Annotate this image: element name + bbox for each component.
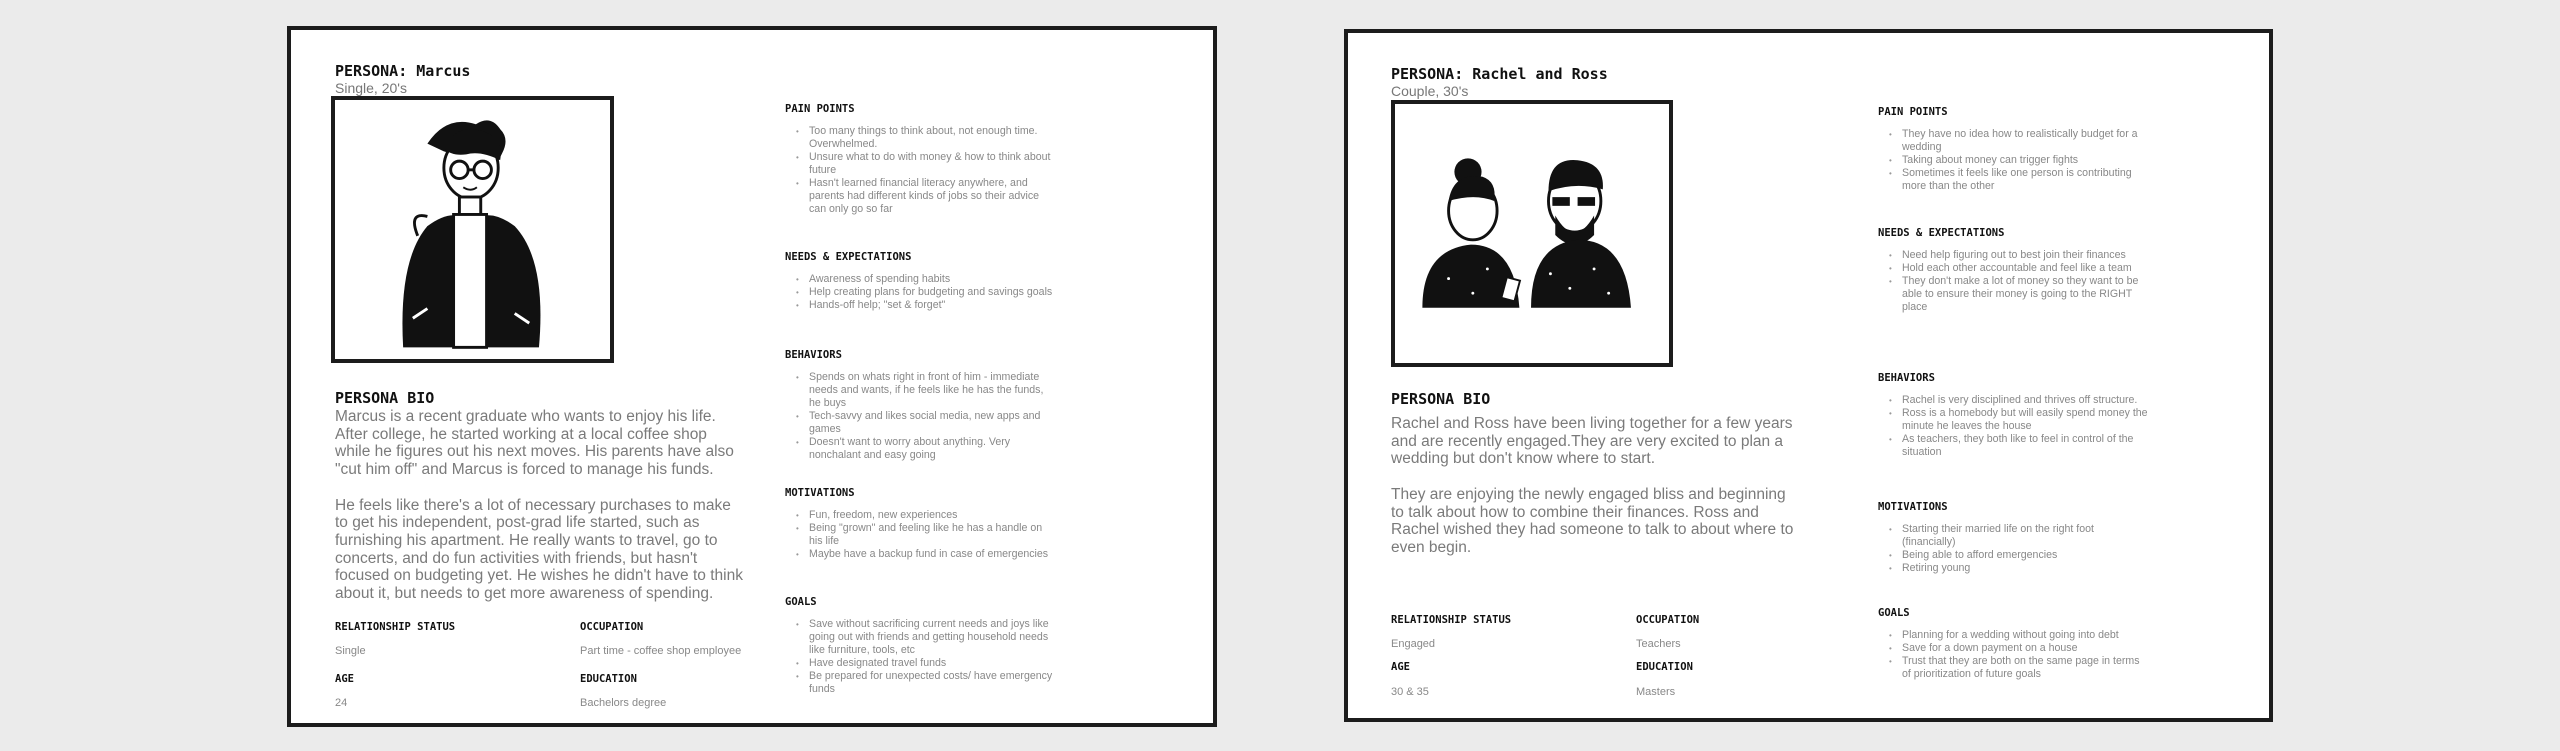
section-heading: PAIN POINTS [785,103,855,115]
education-value: Masters [1636,686,1676,698]
persona-subtitle: Couple, 30's [1391,83,1469,99]
bio-paragraph: They are enjoying the newly engaged bliss and beginning to talk about how to combine their finances. Ross and Rachel wished they had someone to talk to about where to even begin. [1391,485,1794,556]
occupation-label: OCCUPATION [1636,614,1700,626]
section-heading: GOALS [1878,607,1910,619]
bio-paragraph: He feels like there's a lot of necessary purchases to make to get his independent, post-grad life started, such as furnishing his apartment. He really wants to travel, go to concerts, and do fun activities with friends, but hasn't focused on budgeting yet. He wishes he didn't have to think about it, but needs to get more awareness of spending. [335,496,743,603]
bio-paragraph: Rachel and Ross have been living together for a few years and are recently engaged.They are very excited to plan a wedding but don't know where to start. [1391,415,1793,468]
persona-card-rachel-and-ross [1344,29,2273,722]
age-label: AGE [1391,661,1410,673]
list-item: • Have designated travel funds [809,657,1055,670]
section-motivations [1878,501,2148,575]
relationship-status-value: Single [335,645,366,657]
list-item: • Help creating plans for budgeting and savings goals [809,286,1055,299]
bio-paragraph: Marcus is a recent graduate who wants to enjoy his life. After college, he started working at a local coffee shop while he figures out his next moves. His parents have also "cut him off" and Marcus is forced to manage his funds. [335,408,734,479]
section-list [785,273,1055,312]
section-needs-expectations [785,251,1055,312]
age-value: 30 & 35 [1391,686,1429,698]
list-item: • They don't make a lot of money so they want to be able to ensure their money is going to the RIGHT place [1902,275,2148,314]
section-list [1878,128,2148,193]
section-list [785,371,1055,462]
persona-illustration [331,96,614,363]
relationship-status-label: RELATIONSHIP STATUS [1391,614,1512,626]
list-item: • Ross is a homebody but will easily spend money the minute he leaves the house [1902,407,2148,433]
section-list [785,509,1055,561]
list-item: • Awareness of spending habits [809,273,1055,286]
list-item: • Maybe have a backup fund in case of emergencies [809,548,1055,561]
section-heading: PAIN POINTS [1878,106,1948,118]
section-goals [785,596,1055,696]
section-needs-expectations [1878,227,2148,314]
list-item: • Planning for a wedding without going into debt [1902,629,2148,642]
age-label: AGE [335,673,354,685]
occupation-value: Teachers [1636,638,1681,650]
persona-bio-heading: PERSONA BIO [335,389,435,407]
list-item: • Taking about money can trigger fights [1902,154,2148,167]
section-heading: GOALS [785,596,817,608]
list-item: • Being "grown" and feeling like he has a handle on his life [809,522,1055,548]
section-heading: MOTIVATIONS [1878,501,1948,513]
list-item: • Starting their married life on the right foot (financially) [1902,523,2148,549]
section-list [1878,629,2148,681]
section-pain-points [1878,106,2148,193]
list-item: • Save without sacrificing current needs and joys like going out with friends and getting household needs like furniture, tools, etc [809,618,1055,657]
relationship-status-value: Engaged [1391,638,1436,650]
list-item: • Hold each other accountable and feel like a team [1902,262,2148,275]
persona-illustration [1391,100,1673,367]
occupation-value: Part time - coffee shop employee [580,645,742,657]
section-list [785,125,1055,216]
list-item: • Need help figuring out to best join their finances [1902,249,2148,262]
list-item: • Save for a down payment on a house [1902,642,2148,655]
section-behaviors [1878,372,2148,459]
list-item: • Unsure what to do with money & how to think about future [809,151,1055,177]
section-behaviors [785,349,1055,462]
education-value: Bachelors degree [580,697,667,709]
list-item: • Be prepared for unexpected costs/ have emergency funds [809,670,1055,696]
persona-bio-heading: PERSONA BIO [1391,390,1491,408]
list-item: • Fun, freedom, new experiences [809,509,1055,522]
list-item: • Retiring young [1902,562,2148,575]
section-heading: MOTIVATIONS [785,487,855,499]
section-list [1878,394,2148,459]
couple-illustration [1395,104,1669,363]
persona-subtitle: Single, 20's [335,80,407,96]
education-label: EDUCATION [1636,661,1693,673]
list-item: • Rachel is very disciplined and thrives off structure. [1902,394,2148,407]
man-in-jacket-illustration [335,100,610,359]
section-motivations [785,487,1055,561]
list-item: • As teachers, they both like to feel in control of the situation [1902,433,2148,459]
section-list [1878,249,2148,314]
section-goals [1878,607,2148,681]
list-item: • They have no idea how to realistically budget for a wedding [1902,128,2148,154]
section-list [1878,523,2148,575]
section-heading: NEEDS & EXPECTATIONS [1878,227,2005,239]
persona-title: PERSONA: Rachel and Ross [1391,65,1608,83]
section-pain-points [785,103,1055,216]
list-item: • Too many things to think about, not enough time. Overwhelmed. [809,125,1055,151]
occupation-label: OCCUPATION [580,621,644,633]
age-value: 24 [335,697,348,709]
persona-card-marcus [287,26,1217,727]
section-list [785,618,1055,696]
persona-bio [335,408,745,620]
section-heading: NEEDS & EXPECTATIONS [785,251,912,263]
relationship-status-label: RELATIONSHIP STATUS [335,621,456,633]
list-item: • Tech-savvy and likes social media, new apps and games [809,410,1055,436]
section-heading: BEHAVIORS [1878,372,1935,384]
list-item: • Doesn't want to worry about anything. Very nonchalant and easy going [809,436,1055,462]
list-item: • Being able to afford emergencies [1902,549,2148,562]
list-item: • Spends on whats right in front of him - immediate needs and wants, if he feels like he has the funds, he buys [809,371,1055,410]
list-item: • Sometimes it feels like one person is contributing more than the other [1902,167,2148,193]
persona-bio [1391,415,1801,574]
list-item: • Hasn't learned financial literacy anywhere, and parents had different kinds of jobs so their advice can only go so far [809,177,1055,216]
list-item: • Hands-off help; "set & forget" [809,299,1055,312]
persona-title: PERSONA: Marcus [335,62,471,80]
education-label: EDUCATION [580,673,637,685]
section-heading: BEHAVIORS [785,349,842,361]
list-item: • Trust that they are both on the same page in terms of prioritization of future goals [1902,655,2148,681]
